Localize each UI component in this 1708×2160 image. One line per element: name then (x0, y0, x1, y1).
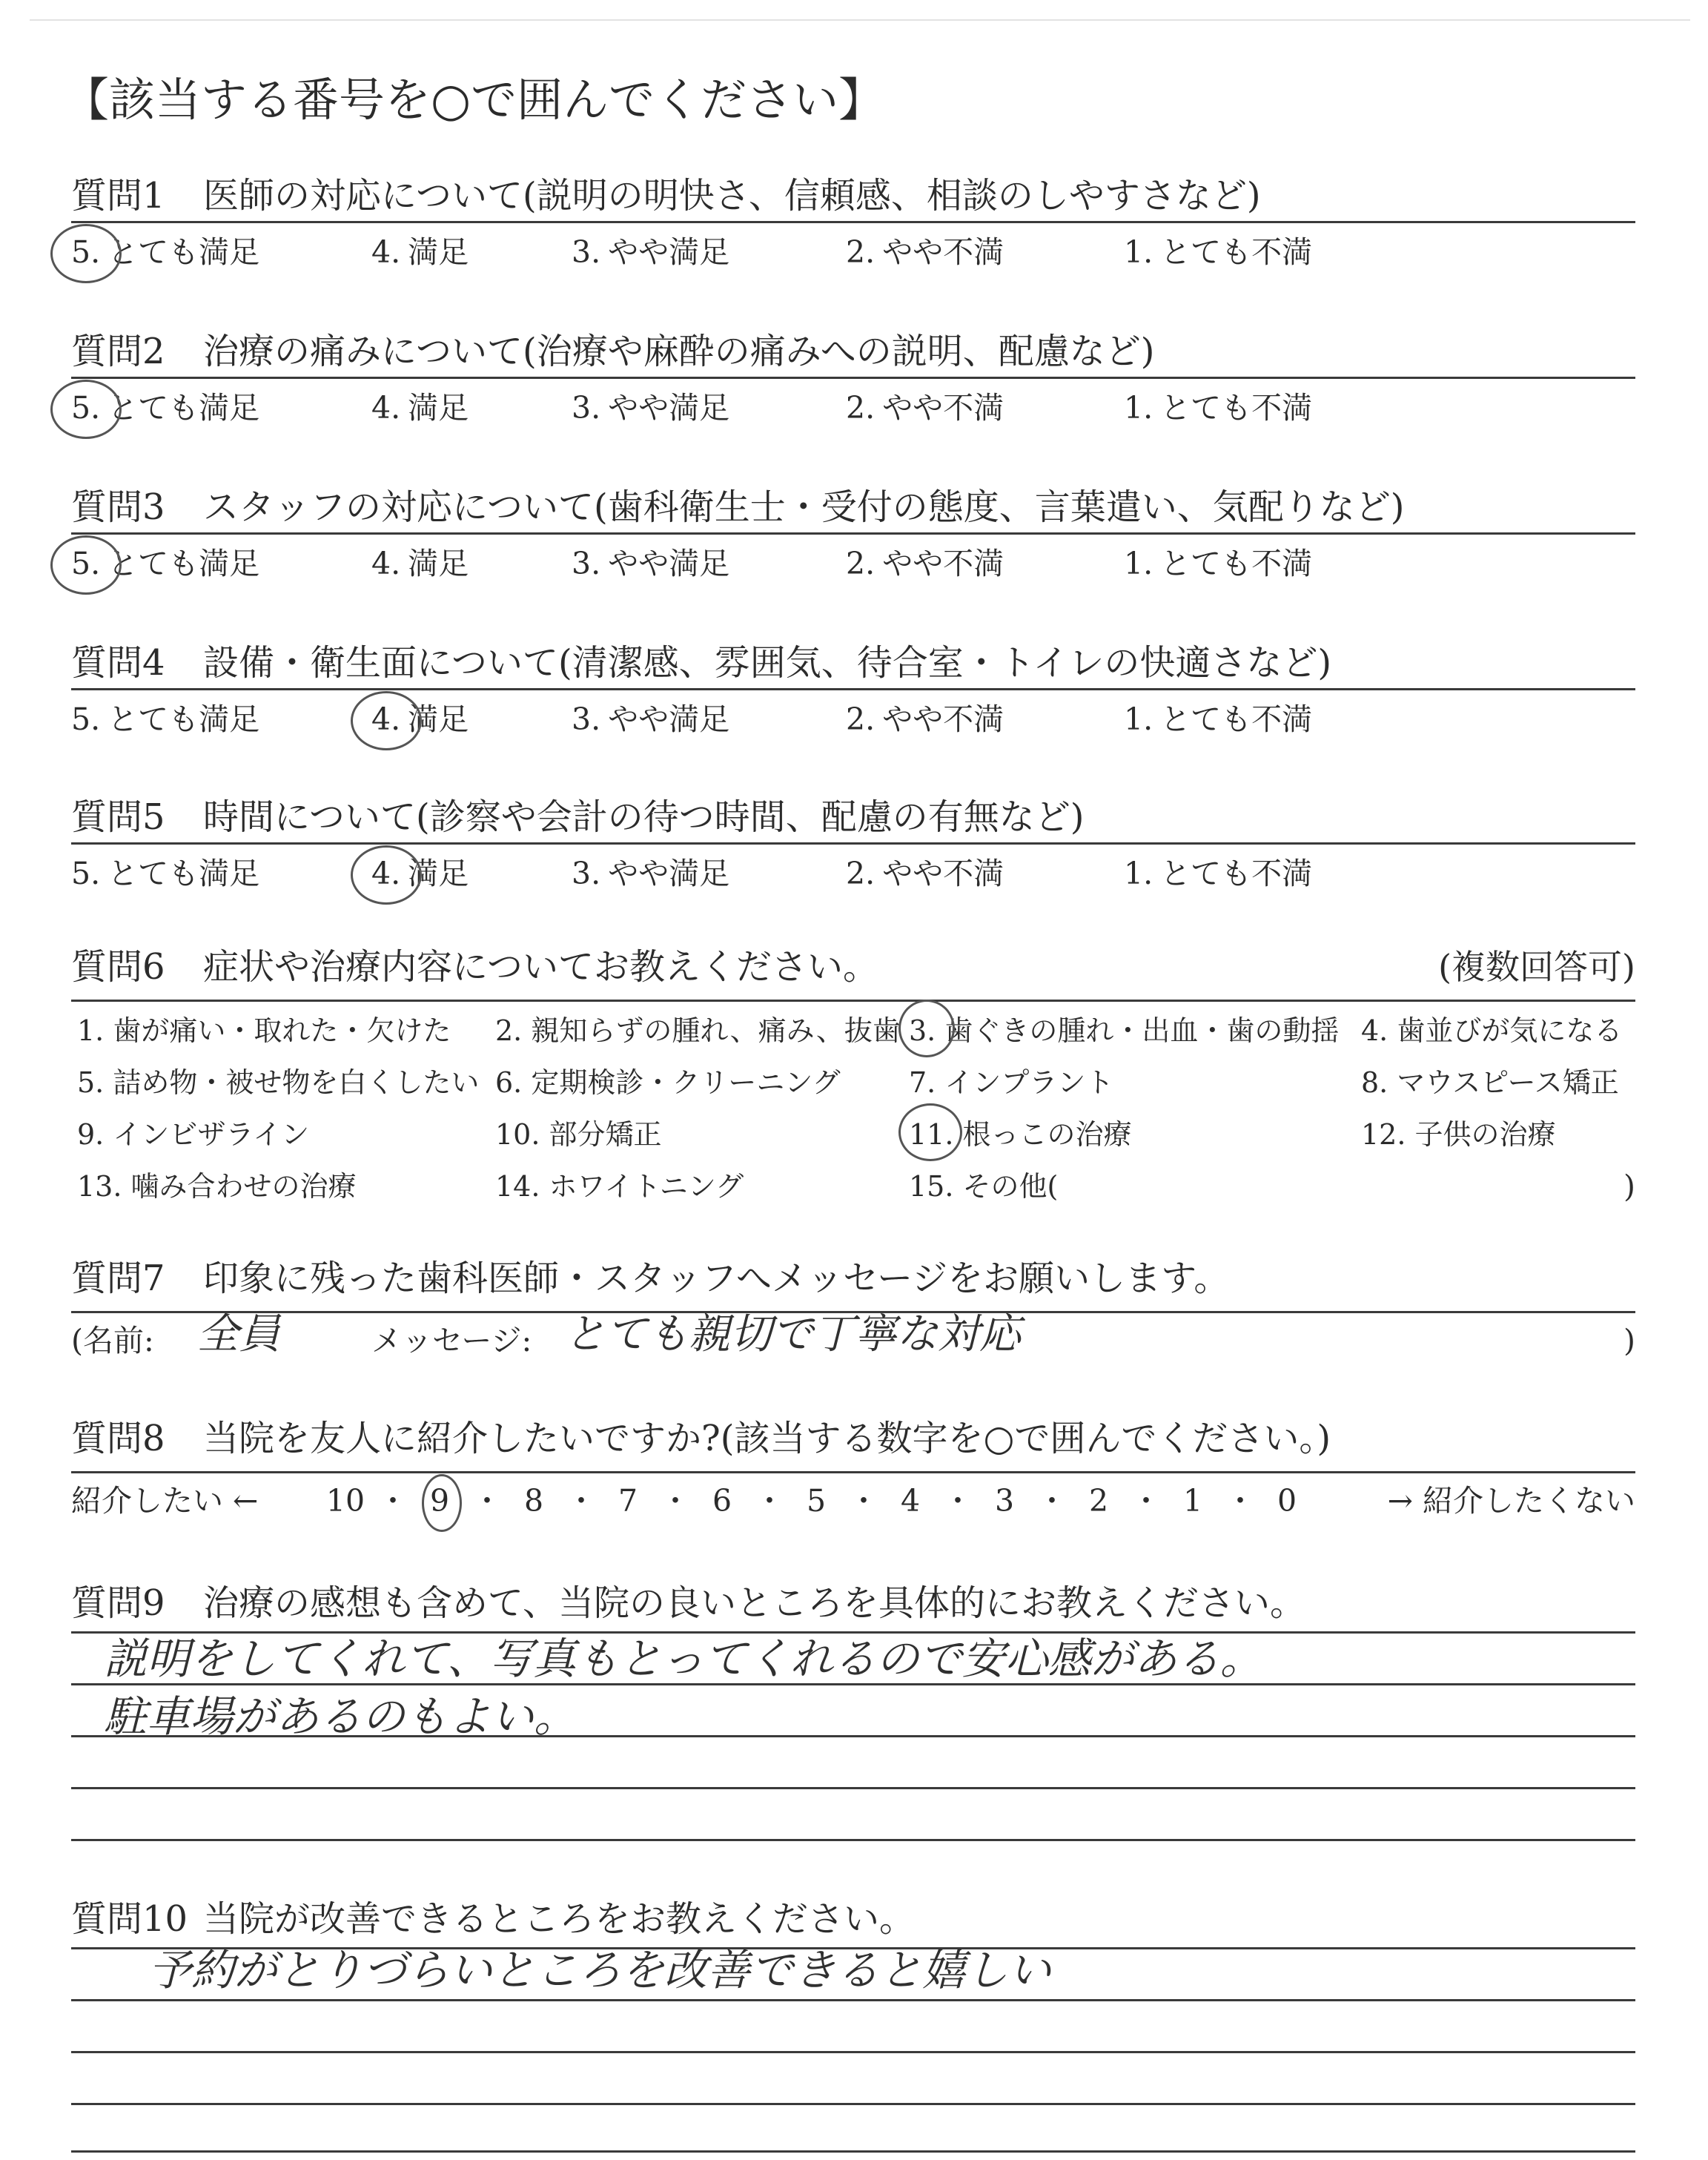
recommend-score-9[interactable]: 9 (429, 1483, 450, 1519)
question-8-rule (71, 1471, 1635, 1473)
rating-label: やや不満 (882, 546, 1004, 581)
rating-option-3[interactable] (572, 387, 729, 429)
question-text: 治療の痛みについて(治療や麻酔の痛みへの説明、配慮など) (203, 331, 1155, 372)
question-8 (71, 1415, 1635, 1519)
rating-option-3[interactable] (572, 543, 729, 584)
symptom-option-4[interactable]: 4. 歯並びが気になる (1361, 1014, 1623, 1047)
rating-option-5[interactable] (71, 853, 259, 894)
message-value: とても親切で丁寧な対応 (564, 1310, 1021, 1358)
question-rule (71, 221, 1635, 223)
rating-option-2[interactable] (846, 231, 1004, 273)
rating-label: やや満足 (608, 390, 730, 426)
symptom-option-8[interactable]: 8. マウスピース矯正 (1361, 1066, 1619, 1099)
question-9-text: 治療の感想も含めて、当院の良いところを具体的にお教えください。 (203, 1582, 1306, 1624)
question-number: 質問3 (71, 486, 165, 528)
scale-separator: ・ (1036, 1483, 1068, 1519)
scale-separator: ・ (942, 1483, 973, 1519)
rating-label: とても満足 (107, 234, 260, 270)
rating-label: 満足 (408, 856, 469, 891)
rating-number: 3. (572, 546, 601, 581)
question-rule (71, 532, 1635, 535)
question-9-title (71, 1579, 1305, 1627)
question-7-text: 印象に残った歯科医師・スタッフへメッセージをお願いします。 (203, 1258, 1230, 1299)
recommend-score-6[interactable]: 6 (712, 1483, 732, 1519)
recommend-score-0[interactable]: 0 (1277, 1483, 1297, 1519)
rating-number: 5. (71, 390, 101, 426)
answer-line (71, 2051, 1635, 2053)
question-5 (71, 793, 1635, 905)
recommend-right-label: → 紹介したくない (1387, 1483, 1635, 1519)
symptom-option-15[interactable]: 15. その他( (909, 1170, 1059, 1203)
recommend-score-3[interactable]: 3 (994, 1483, 1015, 1519)
symptom-option-5[interactable]: 5. 詰め物・被せ物を白くしたい (77, 1066, 480, 1099)
multiple-answer-note: (複数回答可) (1438, 947, 1635, 987)
rating-number: 5. (71, 546, 101, 581)
question-10 (71, 1895, 1635, 1940)
question-number: 質問2 (71, 331, 165, 372)
question-text: スタッフの対応について(歯科衛生士・受付の態度、言葉遣い、気配りなど) (203, 486, 1405, 528)
question-8-title (71, 1415, 1331, 1462)
rating-label: やや不満 (882, 856, 1004, 891)
scale-separator: ・ (471, 1483, 503, 1519)
q9-answer-line-1: 説明をしてくれて、写真もとってくれるので安心感がある。 (104, 1634, 1263, 1684)
recommend-score-10[interactable]: 10 (325, 1483, 365, 1519)
question-10-title (71, 1895, 915, 1943)
question-rule (71, 377, 1635, 379)
rating-option-1[interactable] (1124, 853, 1312, 894)
rating-label: やや不満 (882, 234, 1004, 270)
question-7 (71, 1255, 1635, 1358)
question-3-title (71, 483, 1405, 531)
question-text: 時間について(診察や会計の待つ時間、配慮の有無など) (203, 796, 1085, 838)
top-border (30, 19, 1690, 21)
question-6-title (71, 943, 878, 991)
rating-number: 5. (71, 856, 101, 891)
rating-label: 満足 (408, 701, 469, 737)
rating-label: 満足 (408, 546, 469, 581)
question-2 (71, 328, 1635, 439)
symptom-option-7[interactable]: 7. インプラント (909, 1066, 1114, 1099)
rating-label: やや満足 (608, 701, 730, 737)
rating-number: 2. (846, 234, 875, 270)
rating-label: とても満足 (107, 390, 260, 426)
rating-number: 2. (846, 390, 875, 426)
scale-separator: ・ (1131, 1483, 1162, 1519)
answer-line (71, 1999, 1635, 2001)
rating-number: 2. (846, 701, 875, 737)
rating-label: やや不満 (882, 701, 1004, 737)
question-number: 質問1 (71, 175, 165, 217)
rating-option-2[interactable] (846, 698, 1004, 740)
name-value: 全員 (197, 1310, 280, 1358)
rating-option-1[interactable] (1124, 387, 1312, 429)
rating-label: 満足 (408, 234, 469, 270)
symptom-option-9[interactable]: 9. インビザライン (77, 1118, 310, 1151)
recommend-score-5[interactable]: 5 (806, 1483, 827, 1519)
question-6-text: 症状や治療内容についてお教えください。 (203, 946, 879, 988)
question-6 (71, 943, 1635, 1210)
scale-separator: ・ (1225, 1483, 1256, 1519)
recommend-score-1[interactable]: 1 (1182, 1483, 1203, 1519)
rating-number: 4. (371, 546, 401, 581)
question-2-title (71, 328, 1155, 375)
rating-number: 4. (371, 234, 401, 270)
rating-number: 3. (572, 390, 601, 426)
answer-line (71, 1839, 1635, 1841)
question-text: 設備・衛生面について(清潔感、雰囲気、待合室・トイレの快適さなど) (203, 642, 1332, 684)
symptom-option-2[interactable]: 2. 親知らずの腫れ、痛み、抜歯 (495, 1014, 901, 1047)
rating-option-2[interactable] (846, 387, 1004, 429)
rating-option-4[interactable] (371, 387, 469, 429)
symptom-option-1[interactable]: 1. 歯が痛い・取れた・欠けた (77, 1014, 451, 1047)
rating-label: とても満足 (107, 546, 260, 581)
rating-option-4[interactable] (371, 231, 469, 273)
rating-number: 2. (846, 856, 875, 891)
name-label: (名前: (71, 1323, 154, 1358)
question-6-rule (71, 1000, 1635, 1002)
rating-label: とても不満 (1160, 546, 1313, 581)
question-4 (71, 639, 1635, 750)
symptom-option-13[interactable]: 13. 噛み合わせの治療 (77, 1170, 357, 1203)
question-8-number: 質問8 (71, 1418, 165, 1459)
recommend-left-label: 紹介したい ← (71, 1483, 259, 1519)
rating-label: とても不満 (1160, 701, 1313, 737)
symptom-option-3[interactable]: 3. 歯ぐきの腫れ・出血・歯の動揺 (909, 1014, 1340, 1047)
question-8-text: 当院を友人に紹介したいですか?(該当する数字を○で囲んでください。) (203, 1418, 1331, 1459)
rating-number: 3. (572, 856, 601, 891)
question-7-number: 質問7 (71, 1258, 165, 1299)
other-close-paren: ) (1623, 1169, 1635, 1204)
rating-label: とても不満 (1160, 856, 1313, 891)
symptom-option-14[interactable]: 14. ホワイトニング (495, 1170, 744, 1203)
question-6-number: 質問6 (71, 946, 165, 988)
question-4-title (71, 639, 1331, 687)
rating-label: やや満足 (608, 234, 730, 270)
recommend-score-8[interactable]: 8 (523, 1483, 544, 1519)
rating-option-4[interactable] (371, 543, 469, 584)
question-rule (71, 842, 1635, 845)
question-1 (71, 172, 1635, 283)
rating-number: 5. (71, 701, 101, 737)
rating-option-4[interactable] (371, 698, 469, 740)
rating-number: 5. (71, 234, 101, 270)
scale-separator: ・ (848, 1483, 879, 1519)
question-9 (71, 1579, 1635, 1624)
rating-number: 3. (572, 234, 601, 270)
question-10-text: 当院が改善できるところをお教えください。 (203, 1898, 916, 1940)
q10-answer-line-1: 予約がとりづらいところを改善できると嬉しい (148, 1945, 1052, 1995)
rating-option-5[interactable] (71, 543, 259, 584)
rating-number: 1. (1124, 234, 1153, 270)
question-number: 質問4 (71, 642, 165, 684)
q9-answer-line-2: 駐車場があるのもよい。 (104, 1691, 577, 1742)
rating-label: とても不満 (1160, 390, 1313, 426)
question-text: 医師の対応について(説明の明快さ、信頼感、相談のしやすさなど) (203, 175, 1261, 217)
message-close-paren: ) (1623, 1323, 1635, 1358)
rating-label: 満足 (408, 390, 469, 426)
rating-label: やや満足 (608, 856, 730, 891)
question-number: 質問5 (71, 796, 165, 838)
rating-label: とても満足 (107, 856, 260, 891)
rating-option-5[interactable] (71, 387, 259, 429)
rating-option-2[interactable] (846, 543, 1004, 584)
rating-option-5[interactable] (71, 698, 259, 740)
rating-number: 1. (1124, 701, 1153, 737)
question-3 (71, 483, 1635, 595)
rating-number: 4. (371, 701, 401, 737)
rating-number: 1. (1124, 856, 1153, 891)
rating-number: 1. (1124, 546, 1153, 581)
rating-option-1[interactable] (1124, 231, 1312, 273)
recommend-score-2[interactable]: 2 (1088, 1483, 1109, 1519)
message-label: メッセージ: (371, 1323, 532, 1358)
rating-number: 3. (572, 701, 601, 737)
question-5-title (71, 793, 1085, 841)
scale-separator: ・ (377, 1483, 408, 1519)
symptom-option-6[interactable]: 6. 定期検診・クリーニング (495, 1066, 841, 1099)
rating-number: 2. (846, 546, 875, 581)
rating-number: 4. (371, 390, 401, 426)
recommend-score-4[interactable]: 4 (900, 1483, 921, 1519)
rating-option-5[interactable] (71, 231, 259, 273)
scale-separator: ・ (754, 1483, 785, 1519)
symptom-option-11[interactable]: 11. 根っこの治療 (909, 1118, 1132, 1151)
rating-option-2[interactable] (846, 853, 1004, 894)
question-9-number: 質問9 (71, 1582, 165, 1624)
question-1-title (71, 172, 1261, 219)
rating-option-1[interactable] (1124, 543, 1312, 584)
scale-separator: ・ (566, 1483, 597, 1519)
rating-number: 1. (1124, 390, 1153, 426)
answer-line (71, 2103, 1635, 2105)
rating-option-1[interactable] (1124, 698, 1312, 740)
question-rule (71, 688, 1635, 690)
answer-line (71, 2150, 1635, 2153)
rating-option-3[interactable] (572, 231, 729, 273)
question-10-number: 質問10 (71, 1898, 188, 1940)
scale-separator: ・ (660, 1483, 691, 1519)
rating-option-3[interactable] (572, 698, 729, 740)
symptom-option-10[interactable]: 10. 部分矯正 (495, 1118, 662, 1151)
answer-line (71, 1787, 1635, 1789)
rating-option-3[interactable] (572, 853, 729, 894)
symptom-option-12[interactable]: 12. 子供の治療 (1361, 1118, 1556, 1151)
form-header: 【該当する番号を○で囲んでください】 (63, 73, 885, 127)
rating-option-4[interactable] (371, 853, 469, 894)
recommend-score-7[interactable]: 7 (618, 1483, 638, 1519)
rating-label: とても不満 (1160, 234, 1313, 270)
rating-label: やや満足 (608, 546, 730, 581)
rating-label: やや不満 (882, 390, 1004, 426)
rating-number: 4. (371, 856, 401, 891)
question-7-title (71, 1255, 1229, 1302)
rating-label: とても満足 (107, 701, 260, 737)
